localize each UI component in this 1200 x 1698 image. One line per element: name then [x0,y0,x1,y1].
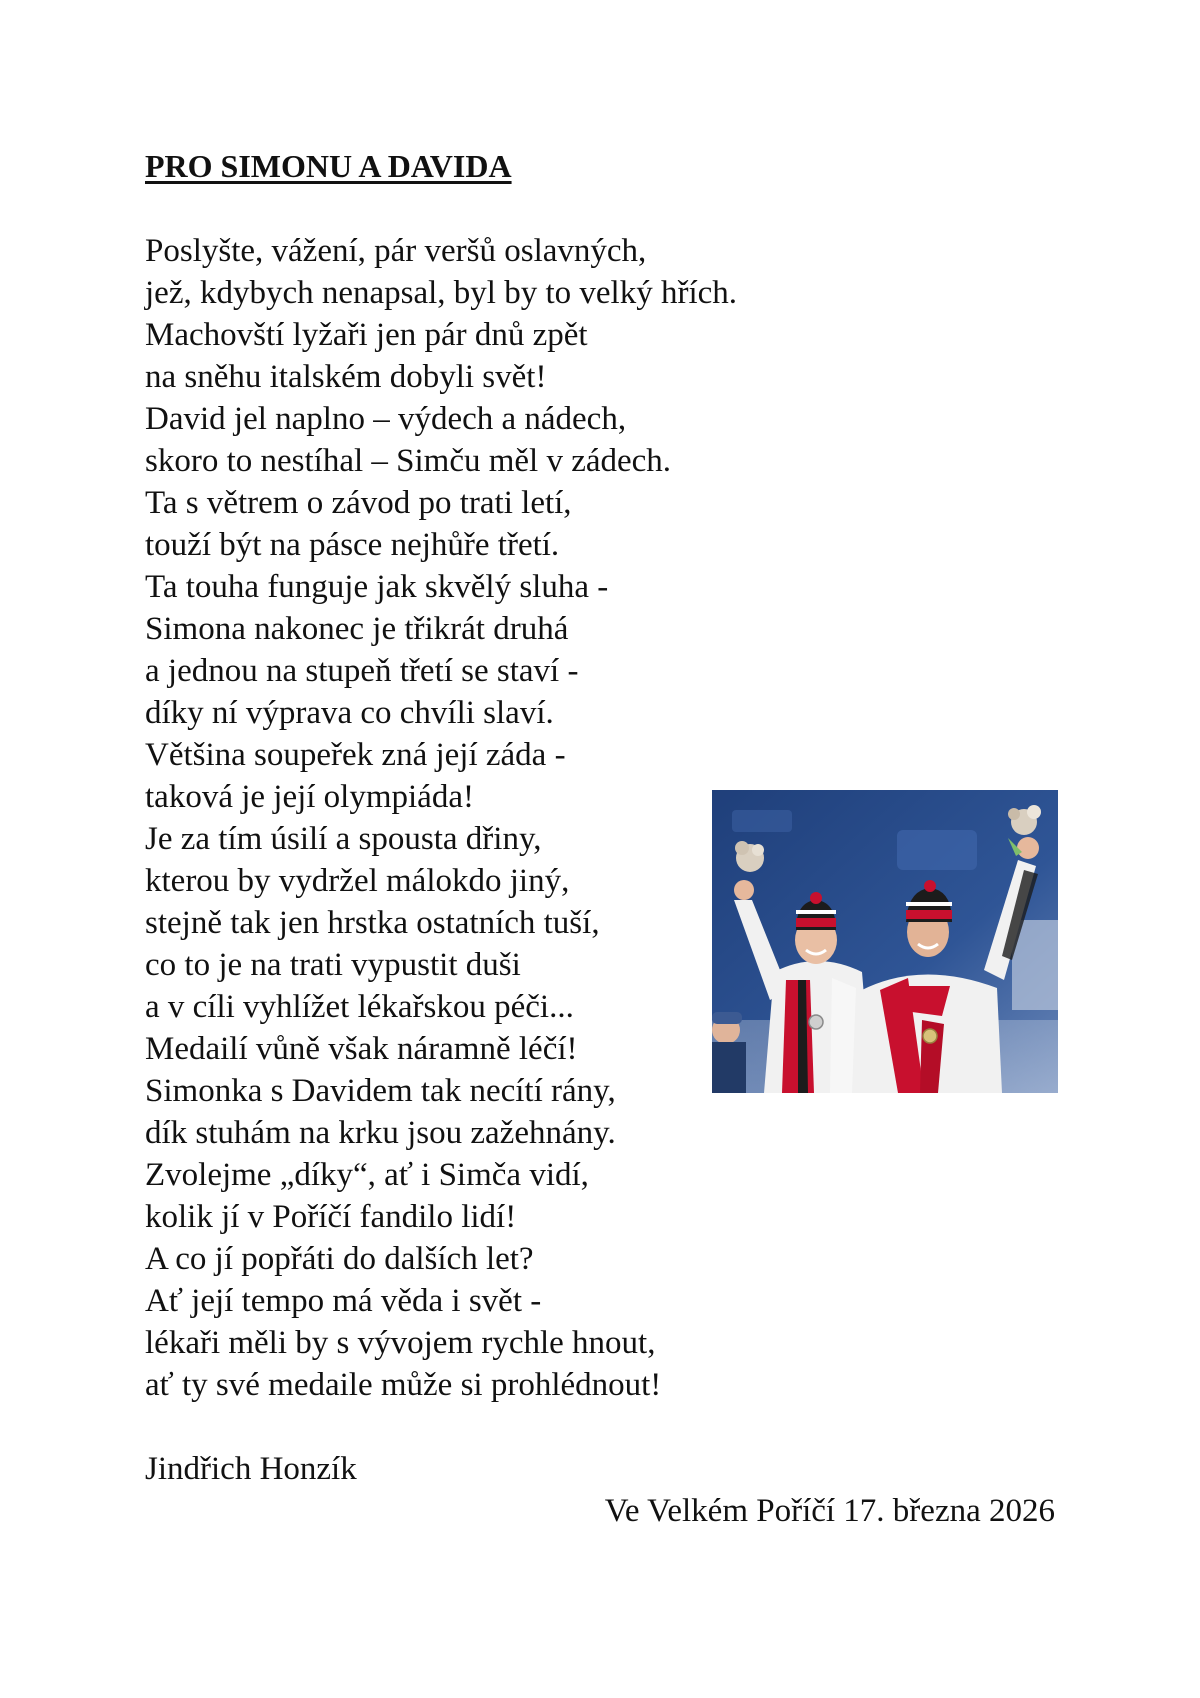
poem-line: Medailí vůně však náramně léčí! [145,1031,578,1067]
poem-line: skoro to nestíhal – Simču měl v zádech. [145,443,672,479]
poem-line: Poslyšte, vážení, pár veršů oslavných, [145,233,647,269]
poem-line: Ta s větrem o závod po trati letí, [145,485,572,521]
poem-line: Je za tím úsilí a spousta dřiny, [145,821,542,857]
poem-title: PRO SIMONU A DAVIDA [145,148,512,184]
poem-line: a v cíli vyhlížet lékařskou péči... [145,989,574,1025]
photo-illustration [712,790,1058,1093]
poem-line: Ta touha funguje jak skvělý sluha - [145,569,609,605]
poem-line: Machovští lyžaři jen pár dnů zpět [145,317,588,353]
poem-line: co to je na trati vypustit duši [145,947,521,983]
poem-line: touží být na pásce nejhůře třetí. [145,527,560,563]
photo-athletes-celebrating [712,790,1058,1093]
poem-line: stejně tak jen hrstka ostatních tuší, [145,905,600,941]
poem-line: dík stuhám na krku jsou zažehnány. [145,1115,616,1151]
poem-line: Většina soupeřek zná její záda - [145,737,566,773]
poem-line: Simonka s Davidem tak necítí rány, [145,1073,616,1109]
author-name: Jindřich Honzík [145,1451,357,1487]
poem-line: Simona nakonec je třikrát druhá [145,611,569,647]
place-and-date: Ve Velkém Poříčí 17. března 2026 [604,1493,1055,1529]
poem-line: taková je její olympiáda! [145,779,474,815]
poem-line: a jednou na stupeň třetí se staví - [145,653,579,689]
poem-line: A co jí popřáti do dalších let? [145,1241,534,1277]
poem-line: kterou by vydržel málokdo jiný, [145,863,570,899]
poem-line: Ať její tempo má věda i svět - [145,1283,542,1319]
poem-line: ať ty své medaile může si prohlédnout! [145,1367,662,1403]
poem-line: na sněhu italském dobyli svět! [145,359,547,395]
poem-line: Zvolejme „díky“, ať i Simča vidí, [145,1157,589,1193]
poem-line: kolik jí v Poříčí fandilo lidí! [145,1199,517,1235]
poem-line: David jel naplno – výdech a nádech, [145,401,627,437]
poem-body [145,230,737,1406]
poem-line: jež, kdybych nenapsal, byl by to velký hřích. [145,275,738,311]
poem-line: lékaři měli by s vývojem rychle hnout, [145,1325,656,1361]
poem-line: díky ní výprava co chvíli slaví. [145,695,554,731]
